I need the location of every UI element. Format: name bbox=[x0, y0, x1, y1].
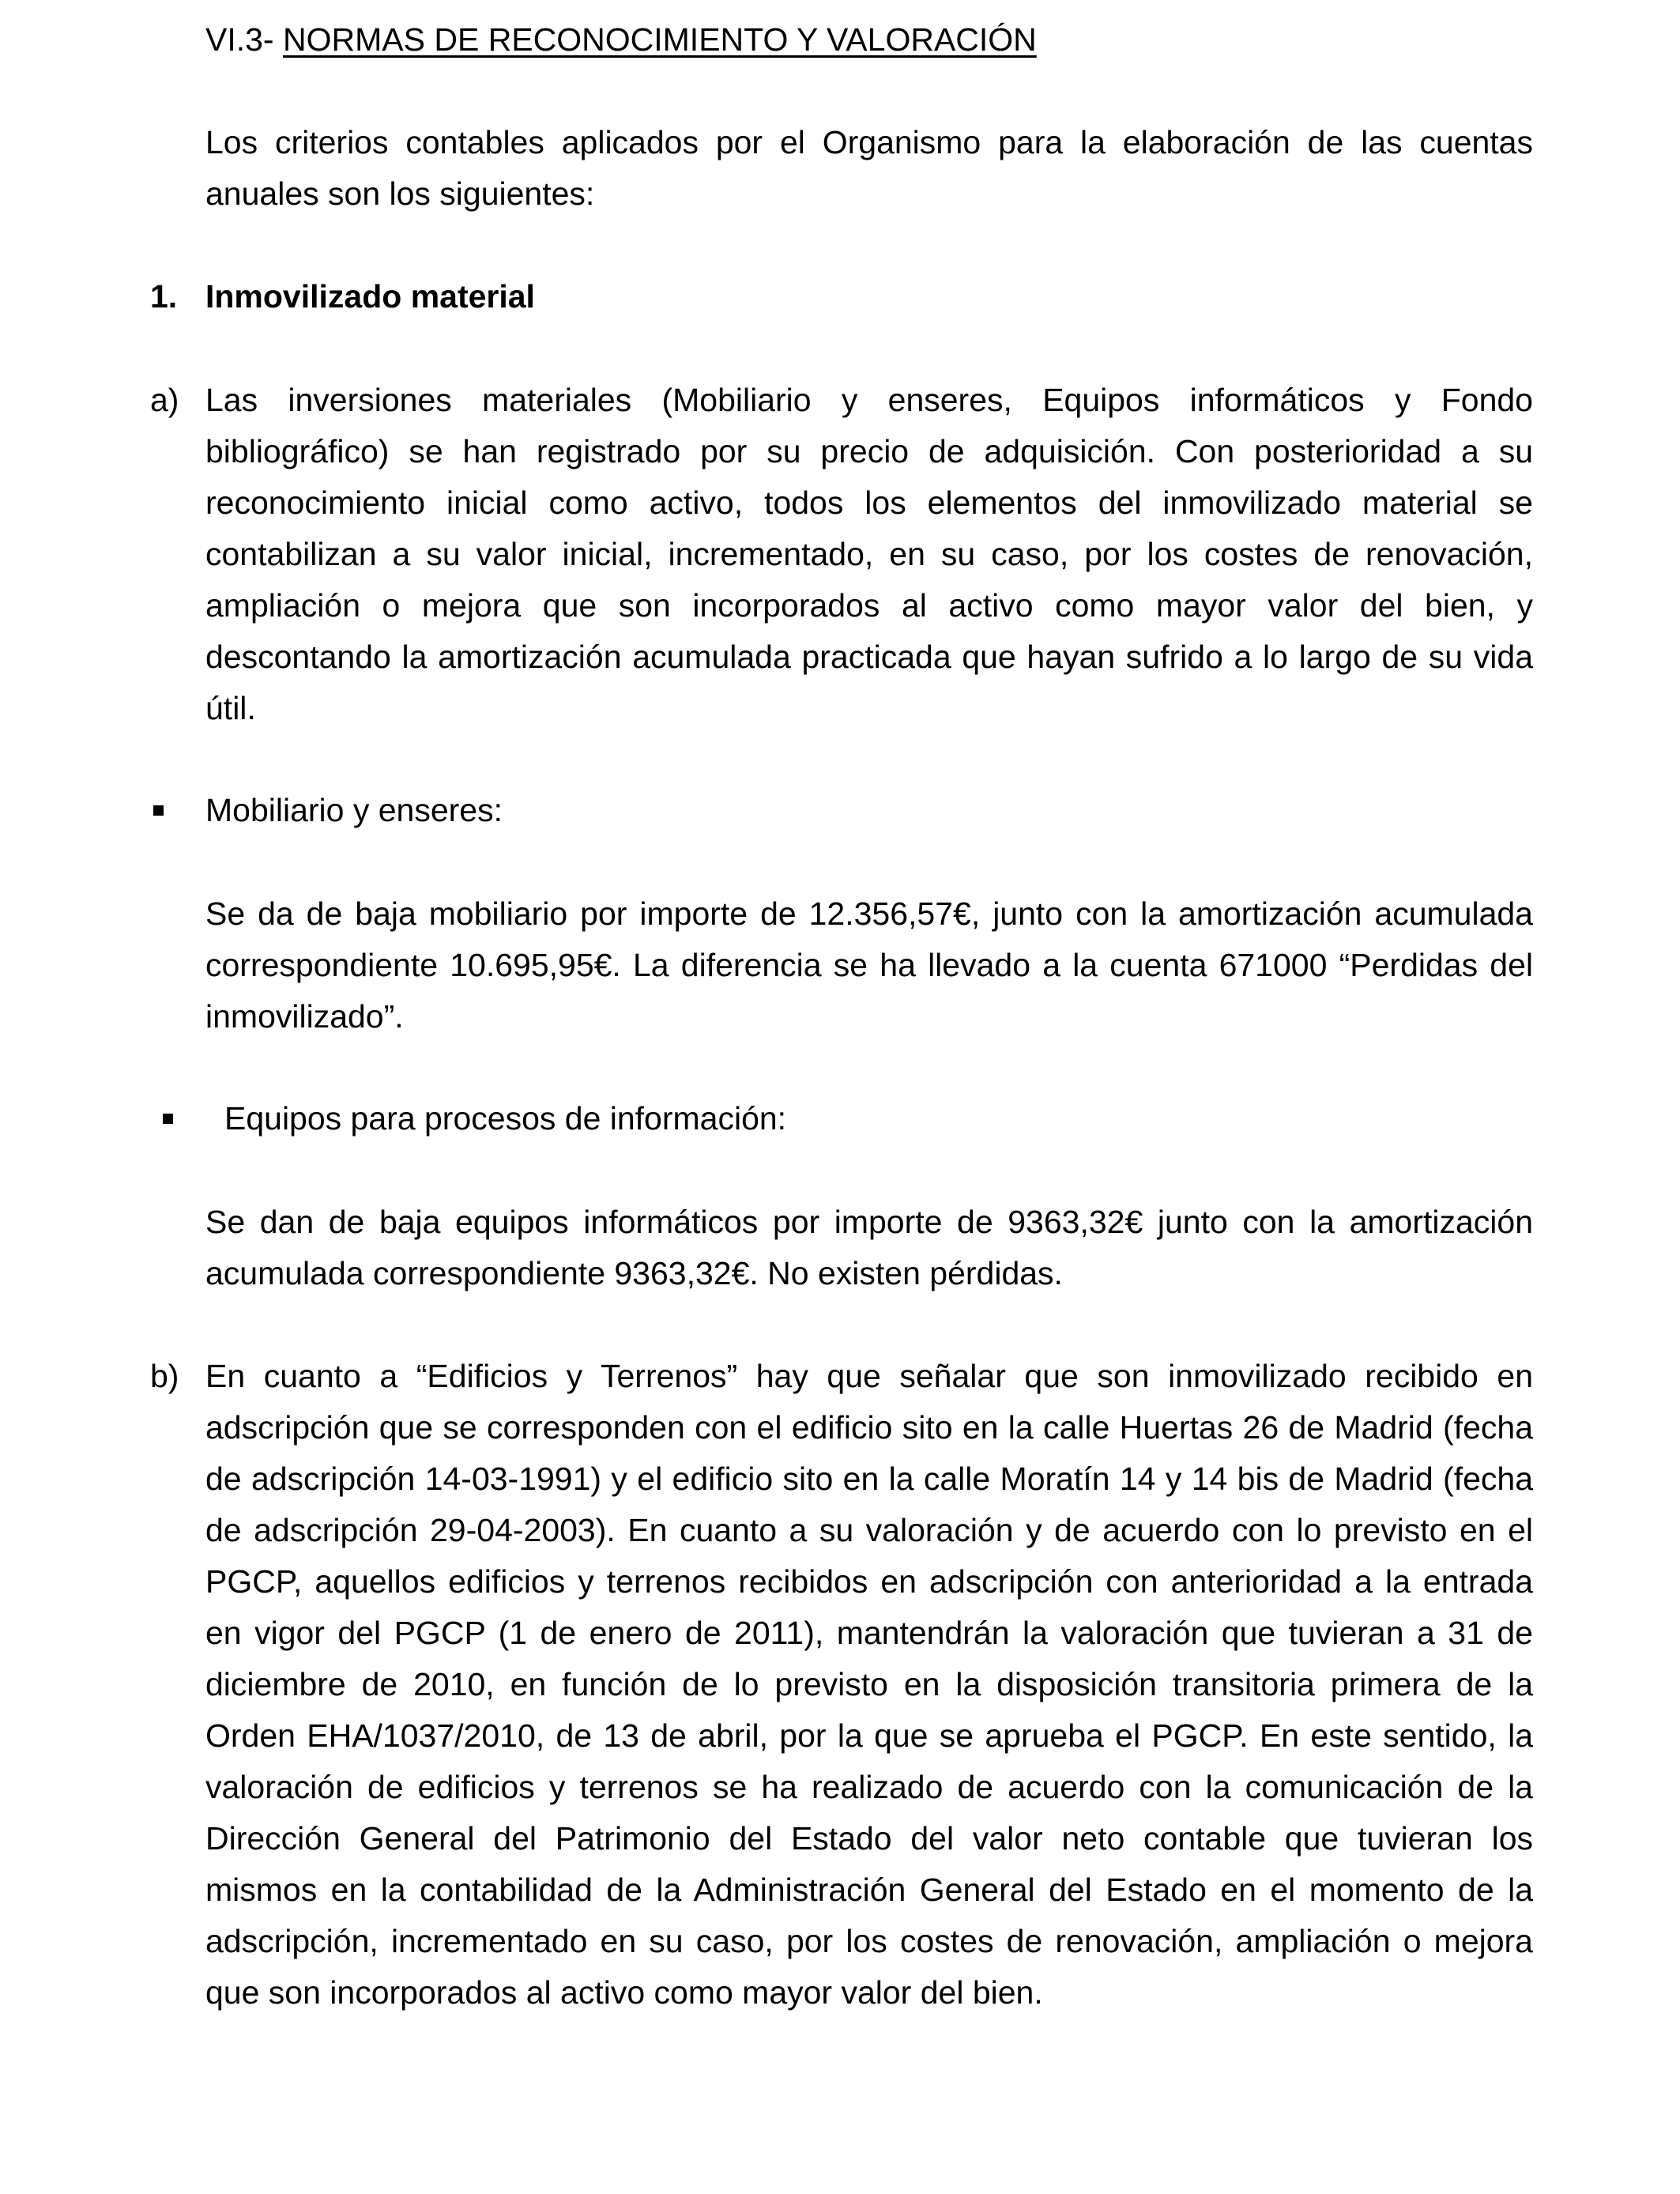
bullet-square-icon bbox=[163, 1114, 173, 1124]
paragraph-b-marker: b) bbox=[150, 1358, 179, 1394]
paragraph-b: En cuanto a “Edificios y Terrenos” hay que señalar que son inmovilizado recibido en adscripción que se corresponden con el edificio sito en la calle Huertas 26 de Madrid (fecha de adscripción 14-03-1991) y el edificio sito en la calle Moratín 14 y 14 bis de Madrid (fecha de adscripción 29-04-2003). En cuanto a su valoración y de acuerdo con lo previsto en el PGCP, aquellos edificios y terrenos recibidos en adscripción con anterioridad a la entrada en vigor del PGCP (1 de enero de 2011), mantendrán la valoración que tuvieran a 31 de diciembre de 2010, en función de lo previsto en la disposición transitoria primera de la Orden EHA/1037/2010, de 13 de abril, por la que se aprueba el PGCP. En este sentido, la valoración de edificios y terrenos se ha realizado de acuerdo con la comunicación de la Dirección General del Patrimonio del Estado del valor neto contable que tuvieran los mismos en la contabilidad de la Administración General del Estado en el momento de la adscripción, incrementado en su caso, por los costes de renovación, ampliación o mejora que son incorporados al activo como mayor valor del bien. bbox=[205, 1358, 1533, 2011]
paragraph-a-marker: a) bbox=[150, 382, 179, 418]
section-title: NORMAS DE RECONOCIMIENTO Y VALORACIÓN bbox=[283, 21, 1037, 58]
bullet-equipos-label: Equipos para procesos de información: bbox=[224, 1100, 787, 1137]
bullet-square-icon bbox=[153, 805, 164, 816]
intro-paragraph: Los criterios contables aplicados por el Organismo para la elaboración de las cuentas anuales son los siguientes: bbox=[205, 124, 1533, 212]
section-heading bbox=[205, 14, 1037, 66]
bullet-mobiliario-text: Se da de baja mobiliario por importe de 12.356,57€, junto con la amortización acumulada correspondiente 10.695,95€. La diferencia se ha llevado a la cuenta 671000 “Perdidas del inmovilizado”. bbox=[205, 895, 1533, 1035]
item-title: Inmovilizado material bbox=[205, 278, 535, 315]
bullet-mobiliario-label: Mobiliario y enseres: bbox=[205, 792, 503, 828]
section-number: VI.3- bbox=[205, 21, 274, 58]
paragraph-a: Las inversiones materiales (Mobiliario y enseres, Equipos informáticos y Fondo bibliográfico) se han registrado por su precio de adquisición. Con posterioridad a su reconocimiento inicial como activo, todos los elementos del inmovilizado material se contabilizan a su valor inicial, incrementado, en su caso, por los costes de renovación, ampliación o mejora que son incorporados al activo como mayor valor del bien, y descontando la amortización acumulada practicada que hayan sufrido a lo largo de su vida útil. bbox=[205, 382, 1533, 726]
bullet-equipos-text: Se dan de baja equipos informáticos por importe de 9363,32€ junto con la amortización acumulada correspondiente 9363,32€. No existen pérdidas. bbox=[205, 1204, 1533, 1291]
item-number: 1. bbox=[150, 278, 178, 315]
